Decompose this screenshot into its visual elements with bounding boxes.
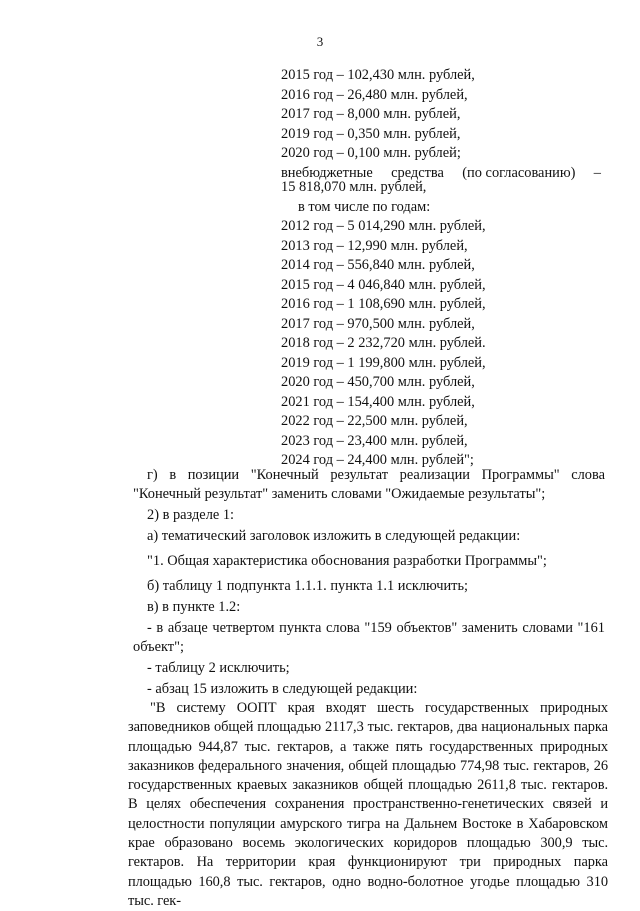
extrabudget-dash: – — [593, 164, 601, 181]
funding-line: 2017 год – 970,500 млн. рублей, — [281, 315, 475, 332]
funding-line: 2016 год – 1 108,690 млн. рублей, — [281, 296, 486, 312]
funding-line: 2012 год – 5 014,290 млн. рублей, — [281, 218, 486, 234]
funding-by-years-list — [281, 66, 601, 471]
by-years-label: в том числе по годам: — [298, 198, 431, 215]
funding-line: 2020 год – 0,100 млн. рублей; — [281, 145, 461, 161]
extrabudget-value: 15 818,070 млн. рублей, — [281, 178, 427, 195]
page-number: 3 — [316, 34, 324, 49]
funding-line: 2023 год – 23,400 млн. рублей, — [281, 432, 468, 449]
funding-line: 2019 год – 1 199,800 млн. рублей, — [281, 354, 486, 371]
funding-line: 2018 год – 2 232,720 млн. рублей. — [281, 335, 486, 351]
paragraph-item-a: а) тематический заголовок изложить в следующей редакции: — [147, 528, 521, 544]
paragraph-item-g: г) в позиции "Конечный результат реализации Программы" слова "Конечный результат" заменить словами "Ожидаемые результаты"; — [133, 467, 605, 502]
funding-line: 2014 год – 556,840 млн. рублей, — [281, 257, 475, 273]
funding-line: 2015 год – 4 046,840 млн. рублей, — [281, 276, 486, 293]
funding-line: 2020 год – 450,700 млн. рублей, — [281, 374, 475, 390]
extrabudget-label-note: (по согласованию) — [462, 164, 576, 181]
paragraph-dash-3: - абзац 15 изложить в следующей редакции: — [147, 681, 418, 697]
extrabudget-label — [281, 164, 601, 180]
funding-line: 2021 год – 154,400 млн. рублей, — [281, 393, 475, 410]
extrabudget-label-word: внебюджетные — [281, 164, 373, 181]
funding-line: 2022 год – 22,500 млн. рублей, — [281, 413, 468, 429]
paragraph-heading-quote: "1. Общая характеристика обоснования разработки Программы"; — [147, 553, 547, 569]
document-body — [128, 466, 608, 911]
funding-line: 2017 год – 8,000 млн. рублей, — [281, 106, 461, 122]
funding-line: 2019 год – 0,350 млн. рублей, — [281, 125, 461, 142]
funding-line: 2015 год – 102,430 млн. рублей, — [281, 67, 475, 83]
paragraph-quote: "В систему ООПТ края входят шесть государственных природных заповедников общей площадью 2117,3 тыс. гектаров, два национальных парка площадью 944,87 тыс. гектаров, а также пять государственных природных заказников федерального значения, общей площадью 774,98 тыс. гектаров, 26 государственных краевых заказников общей площадью 2611,8 тыс. гектаров. В целях обеспечения сохранения пространственно-генетических связей и целостности популяции амурского тигра на Дальнем Востоке в Хабаровском крае образовано восемь экологических коридоров площадью 300,9 тыс. гектаров. На территории края функционируют три природных парка площадью 160,8 тыс. гектаров, одно водно-болотное угодье площадью 310 тыс. гек- — [128, 700, 608, 909]
paragraph-dash-1: - в абзаце четвертом пункта слова "159 объектов" заменить словами "161 объект"; — [133, 620, 605, 655]
extrabudget-label-word: средства — [391, 164, 444, 181]
paragraph-item-b: б) таблицу 1 подпункта 1.1.1. пункта 1.1 исключить; — [147, 578, 469, 594]
paragraph-item-v: в) в пункте 1.2: — [147, 599, 241, 615]
funding-line: 2016 год – 26,480 млн. рублей, — [281, 86, 468, 103]
funding-line: 2013 год – 12,990 млн. рублей, — [281, 237, 468, 254]
funding-line: 2024 год – 24,400 млн. рублей"; — [281, 452, 474, 468]
paragraph-item-2: 2) в разделе 1: — [147, 507, 235, 523]
paragraph-dash-2: - таблицу 2 исключить; — [147, 660, 290, 676]
